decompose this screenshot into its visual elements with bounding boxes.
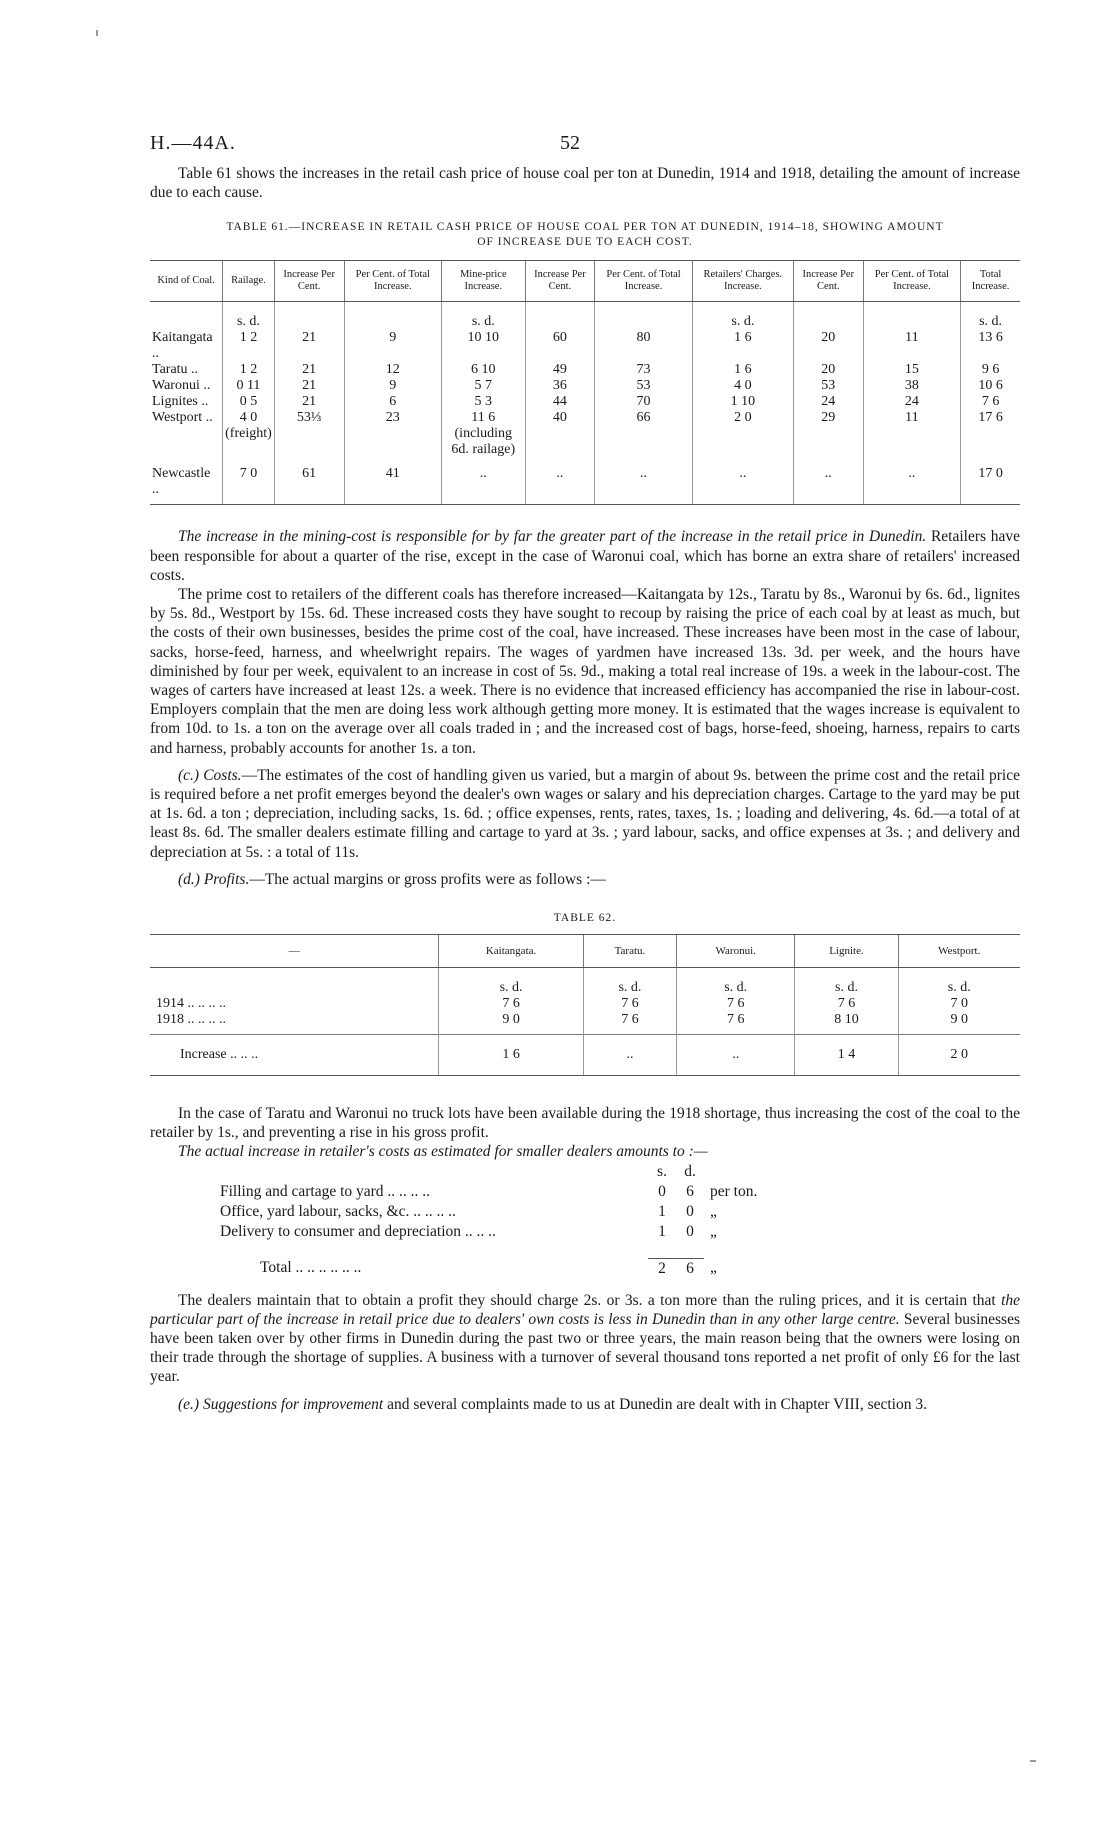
table61-cell: 9 bbox=[344, 378, 442, 394]
table-row bbox=[150, 1012, 1020, 1035]
table61-unit-cell bbox=[525, 302, 595, 331]
table61-cell: 17 6 bbox=[961, 410, 1020, 426]
table61-cell: 36 bbox=[525, 378, 595, 394]
table61-cell: 80 bbox=[595, 330, 693, 362]
table-61 bbox=[150, 260, 1020, 505]
table62-header-cell: Kaitangata. bbox=[439, 935, 584, 968]
cost-item-label: Filling and cartage to yard .. .. .. .. bbox=[220, 1182, 431, 1200]
table61-unit-cell: s. d. bbox=[692, 302, 793, 331]
table-row bbox=[150, 458, 1020, 505]
table62-cell: Increase .. .. .. bbox=[150, 1035, 439, 1076]
table61-cell: 9 6 bbox=[961, 362, 1020, 378]
table61-cell: 0 11 bbox=[223, 378, 275, 394]
table61-cell bbox=[595, 442, 693, 458]
table62-header-cell: Waronui. bbox=[677, 935, 795, 968]
table61-cell: 7 0 bbox=[223, 458, 275, 505]
table61-cell: 7 6 bbox=[961, 394, 1020, 410]
table61-cell: 11 6 bbox=[442, 410, 525, 426]
table61-cell: .. bbox=[692, 458, 793, 505]
table61-cell: 11 bbox=[863, 410, 961, 426]
table61-cell: 61 bbox=[274, 458, 344, 505]
table61-cell bbox=[274, 442, 344, 458]
table61-cell: 6d. railage) bbox=[442, 442, 525, 458]
table61-header-cell: Increase Per Cent. bbox=[793, 261, 863, 302]
table61-cell: 24 bbox=[793, 394, 863, 410]
table61-header-cell: Increase Per Cent. bbox=[274, 261, 344, 302]
table61-cell: 6 bbox=[344, 394, 442, 410]
table61-cell bbox=[150, 442, 223, 458]
table61-cell: 66 bbox=[595, 410, 693, 426]
cost-item-pence: 0 bbox=[686, 1202, 694, 1220]
table-row bbox=[150, 410, 1020, 426]
document-code: H.—44A. bbox=[150, 132, 236, 154]
table61-cell: 60 bbox=[525, 330, 595, 362]
dealers-paragraph: The dealers maintain that to obtain a profit they should charge 2s. or 3s. a ton more than the ruling prices, and it is certain that the particular part of the increase in retail price due to dealers' own costs is less in Dunedin than in any other large centre. Several businesses have been taken over by other firms in Dunedin during the past two or three years, the main reason being that the owners were losing on their trade through the shortage of supplies. A business with a turnover of several thousand tons reported a net profit of only £6 for the last year. bbox=[150, 1291, 1021, 1386]
cost-item-shillings: 1 bbox=[658, 1222, 666, 1240]
cost-list-total: Total .. .. .. .. .. .. 2 6 „ bbox=[260, 1258, 717, 1277]
table61-cell bbox=[344, 442, 442, 458]
table61-cell: 5 7 bbox=[442, 378, 525, 394]
table-row bbox=[150, 330, 1020, 362]
table61-cell: Newcastle .. bbox=[150, 458, 223, 505]
table61-unit-cell bbox=[274, 302, 344, 331]
table61-cell: 4 0 bbox=[692, 378, 793, 394]
table62-cell: 1 4 bbox=[795, 1035, 898, 1076]
table61-cell: 53 bbox=[595, 378, 693, 394]
table62-cell: 1 6 bbox=[439, 1035, 584, 1076]
table62-header-row bbox=[150, 935, 1020, 968]
table61-cell: 21 bbox=[274, 378, 344, 394]
table61-cell bbox=[692, 426, 793, 442]
table61-cell bbox=[595, 426, 693, 442]
table61-cell: 70 bbox=[595, 394, 693, 410]
page-number: 52 bbox=[560, 132, 580, 154]
page-header bbox=[150, 120, 1020, 160]
table61-cell: 4 0 bbox=[223, 410, 275, 426]
table61-header-cell: Total Increase. bbox=[961, 261, 1020, 302]
suggestions-label: (e.) Suggestions for improvement bbox=[178, 1395, 384, 1413]
table61-cell: 1 2 bbox=[223, 330, 275, 362]
table62-header-cell: Taratu. bbox=[583, 935, 676, 968]
table61-cell bbox=[863, 426, 961, 442]
costs-label: (c.) Costs. bbox=[178, 766, 242, 784]
table61-header-cell: Increase Per Cent. bbox=[525, 261, 595, 302]
table61-cell: 10 6 bbox=[961, 378, 1020, 394]
table61-cell: 24 bbox=[863, 394, 961, 410]
dealers-emphasis: the particular part of the increase in retail price due to dealers' own costs is less in Dunedin than in any other large centre. bbox=[150, 1291, 1021, 1328]
table61-cell bbox=[525, 426, 595, 442]
taratu-paragraph: In the case of Taratu and Waronui no truck lots have been available during the 1918 shortage, thus increasing the cost of the coal to the retailer by 1s., and preventing a rise in his gross profit. bbox=[150, 1105, 1020, 1142]
table61-unit-cell bbox=[595, 302, 693, 331]
table62-cell: 1914 .. .. .. .. bbox=[156, 996, 226, 1012]
table61-cell: 21 bbox=[274, 362, 344, 378]
cost-item-shillings: 1 bbox=[658, 1202, 666, 1220]
table-row bbox=[150, 362, 1020, 378]
mining-cost-emphasis: The increase in the mining-cost is responsible for by far the greater part of the increase in the retail price in Dunedin. bbox=[178, 528, 927, 546]
scan-speck bbox=[1030, 1760, 1036, 1762]
table61-unit-cell bbox=[793, 302, 863, 331]
table62-unit-cell: s. d. bbox=[439, 968, 584, 997]
cost-item-unit: per ton. bbox=[710, 1182, 758, 1200]
table62-cell: 7 6 bbox=[583, 996, 676, 1012]
table61-cell bbox=[793, 442, 863, 458]
scan-speck bbox=[96, 30, 98, 36]
table61-cell: .. bbox=[595, 458, 693, 505]
table61-unit-cell: s. d. bbox=[223, 302, 275, 331]
table62-unit-cell bbox=[150, 968, 439, 997]
table61-cell: 2 0 bbox=[692, 410, 793, 426]
table61-cell: 40 bbox=[525, 410, 595, 426]
table61-cell bbox=[793, 426, 863, 442]
table62-cell: 2 0 bbox=[898, 1035, 1020, 1076]
table61-cell bbox=[150, 426, 223, 442]
table61-unit-cell: s. d. bbox=[442, 302, 525, 331]
table61-cell: 29 bbox=[793, 410, 863, 426]
table62-cell: 7 6 bbox=[677, 996, 795, 1012]
table61-header-cell: Railage. bbox=[223, 261, 275, 302]
table61-cell: 20 bbox=[793, 330, 863, 362]
table62-header-cell: Lignite. bbox=[795, 935, 898, 968]
table62-increase-row bbox=[150, 1035, 1020, 1076]
list-item bbox=[220, 1222, 780, 1242]
table62-header-cell: Westport. bbox=[898, 935, 1020, 968]
table61-cell: 9 bbox=[344, 330, 442, 362]
table-row bbox=[150, 996, 1020, 1012]
table62-caption: TABLE 62. bbox=[553, 912, 617, 925]
table61-unit-cell bbox=[150, 302, 223, 331]
table61-caption: TABLE 61.—INCREASE IN RETAIL CASH PRICE OF HOUSE COAL PER TON AT DUNEDIN, 1914–18, SHOWING AMOUNT OF INCREASE DUE TO EACH COST. bbox=[226, 221, 944, 249]
table61-cell: 38 bbox=[863, 378, 961, 394]
table61-cell: (freight) bbox=[223, 426, 275, 442]
costs-paragraph: (c.) Costs.—The estimates of the cost of handling given us varied, but a margin of about 9s. between the prime cost and the retail price is required before a net profit emerges beyond the dealer's own wages or salary and his depreciation charges. Cartage to the yard may be put at 1s. 6d. a ton ; depreciation, including sacks, 1s. 6d. ; office expenses, rents, rates, taxes, 1s. ; loading and delivering, 4s. 6d.—a total of at least 8s. 6d. The smaller dealers estimate filling and cartage to yard at 3s. ; yard labour, sacks, and office expenses at 3s. ; and delivery and depreciation at 5s. : a total of 11s. bbox=[150, 766, 1020, 861]
table61-cell: 1 6 bbox=[692, 362, 793, 378]
table61-cell bbox=[223, 442, 275, 458]
table-row bbox=[150, 442, 1020, 458]
cost-item-pence: 6 bbox=[686, 1182, 694, 1200]
table61-cell: Taratu .. bbox=[152, 362, 199, 378]
cost-item-unit: „ bbox=[710, 1222, 717, 1240]
table61-cell bbox=[692, 442, 793, 458]
table61-cell bbox=[961, 442, 1020, 458]
table61-cell: 1 6 bbox=[692, 330, 793, 362]
table61-cell bbox=[344, 426, 442, 442]
table61-cell: 10 10 bbox=[442, 330, 525, 362]
table61-cell: Waronui .. bbox=[152, 378, 211, 394]
table61-cell: 1 10 bbox=[692, 394, 793, 410]
list-item bbox=[220, 1182, 780, 1202]
cost-item-pence: 0 bbox=[686, 1222, 694, 1240]
list-item bbox=[220, 1202, 780, 1222]
table-row bbox=[150, 394, 1020, 410]
table61-cell: 21 bbox=[274, 330, 344, 362]
table61-cell: .. bbox=[442, 458, 525, 505]
table61-cell bbox=[274, 426, 344, 442]
table62-unit-cell: s. d. bbox=[583, 968, 676, 997]
table62-cell: 7 0 bbox=[898, 996, 1020, 1012]
table61-unit-cell bbox=[863, 302, 961, 331]
table62-cell: 9 0 bbox=[898, 1012, 1020, 1035]
prime-cost-paragraph: The prime cost to retailers of the different coals has therefore increased—Kaitangata by 12s., Taratu by 8s., Waronui by 6s. 6d., lignites by 5s. 8d., Westport by 15s. 6d. These increased costs they have sought to recoup by raising the price of each coal by at least as much, but the costs of their own businesses, besides the prime cost of the coal, have increased. These increases have been most in the case of labour, sacks, horse-feed, harness, and wheelwright repairs. The wages of yardmen have increased 13s. 3d. per week, and the hours have diminished by four per week, equivalent to an increase in cost of 5s. 9d., making a total real increase of 19s. a week in the labour-cost. The wages of carters have increased at least 12s. a week. There is no evidence that increased efficiency has accompanied the rise in labour-cost. Employers complain that the men are doing less work although getting more money. It is estimated that the wages increase is equivalent to from 10d. to 1s. a ton on the average over all coals traded in ; and the increased cost of bags, horse-feed, shoeing, harness, repairs to carts and harness, probably accounts for another 1s. a ton. bbox=[150, 586, 1020, 757]
table61-cell: 0 5 bbox=[223, 394, 275, 410]
table61-cell: Kaitangata .. bbox=[152, 330, 213, 362]
table61-unit-cell: s. d. bbox=[961, 302, 1020, 331]
table61-unit-cell bbox=[344, 302, 442, 331]
table62-cell: .. bbox=[677, 1035, 795, 1076]
table61-cell: .. bbox=[863, 458, 961, 505]
table61-cell: 1 2 bbox=[223, 362, 275, 378]
table61-header-cell: Kind of Coal. bbox=[150, 261, 223, 302]
cost-item-label: Delivery to consumer and depreciation .. .. .. bbox=[220, 1222, 496, 1240]
cost-list bbox=[220, 1162, 780, 1279]
table62-unit-cell: s. d. bbox=[898, 968, 1020, 997]
table61-header-cell: Per Cent. of Total Increase. bbox=[344, 261, 442, 302]
mining-cost-paragraph: The increase in the mining-cost is responsible for by far the greater part of the increase in the retail price in Dunedin. Retailers have been responsible for about a quarter of the rise, except in the case of Waronui coal, which has borne an extra share of retailers' increased costs. bbox=[150, 528, 1021, 584]
table61-cell: 23 bbox=[344, 410, 442, 426]
table-row bbox=[150, 426, 1020, 442]
table62-cell: 7 6 bbox=[677, 1012, 795, 1035]
table62-cell: .. bbox=[583, 1035, 676, 1076]
table61-cell: 53⅓ bbox=[274, 410, 344, 426]
table61-header-row bbox=[150, 261, 1020, 302]
document-page bbox=[150, 120, 1020, 1414]
table62-units-row bbox=[150, 968, 1020, 997]
intro-paragraph: Table 61 shows the increases in the retail cash price of house coal per ton at Dunedin, 1914 and 1918, detailing the amount of increase due to each cause. bbox=[150, 165, 1020, 202]
table61-cell: 11 bbox=[863, 330, 961, 362]
table61-cell: 5 3 bbox=[442, 394, 525, 410]
table61-cell: 53 bbox=[793, 378, 863, 394]
table61-header-cell: Per Cent. of Total Increase. bbox=[595, 261, 693, 302]
table61-cell bbox=[863, 442, 961, 458]
table62-header-cell: — bbox=[150, 935, 439, 968]
table61-header-cell: Mine-price Increase. bbox=[442, 261, 525, 302]
cost-item-unit: „ bbox=[710, 1202, 717, 1220]
table61-cell: 20 bbox=[793, 362, 863, 378]
table61-cell: .. bbox=[525, 458, 595, 505]
table61-units-row bbox=[150, 302, 1020, 331]
table61-cell bbox=[525, 442, 595, 458]
table61-cell: 41 bbox=[344, 458, 442, 505]
table61-cell: (including bbox=[442, 426, 525, 442]
table61-cell: 44 bbox=[525, 394, 595, 410]
table61-cell: Lignites .. bbox=[152, 394, 209, 410]
table62-cell: 7 6 bbox=[795, 996, 898, 1012]
table61-cell: 21 bbox=[274, 394, 344, 410]
table62-cell: 1918 .. .. .. .. bbox=[156, 1012, 226, 1028]
table62-unit-cell: s. d. bbox=[677, 968, 795, 997]
profits-paragraph: (d.) Profits.—The actual margins or gross profits were as follows :— bbox=[178, 870, 606, 888]
table62-cell: 8 10 bbox=[795, 1012, 898, 1035]
table61-cell: 15 bbox=[863, 362, 961, 378]
table61-cell: 17 0 bbox=[961, 458, 1020, 505]
table61-cell bbox=[961, 426, 1020, 442]
table-row bbox=[150, 378, 1020, 394]
cost-item-shillings: 0 bbox=[658, 1182, 666, 1200]
table62-unit-cell: s. d. bbox=[795, 968, 898, 997]
table62-cell: 7 6 bbox=[583, 1012, 676, 1035]
profits-label: (d.) Profits. bbox=[178, 870, 250, 888]
table61-cell: 73 bbox=[595, 362, 693, 378]
table-62 bbox=[150, 934, 1020, 1076]
table61-cell: 49 bbox=[525, 362, 595, 378]
table61-cell: 12 bbox=[344, 362, 442, 378]
table61-cell: .. bbox=[793, 458, 863, 505]
table61-header-cell: Per Cent. of Total Increase. bbox=[863, 261, 961, 302]
table61-cell: 6 10 bbox=[442, 362, 525, 378]
cost-list-units: s. d. bbox=[657, 1162, 696, 1180]
table61-cell: Westport .. bbox=[152, 410, 213, 426]
table62-cell: 9 0 bbox=[439, 1012, 584, 1035]
table61-header-cell: Retailers' Charges. Increase. bbox=[692, 261, 793, 302]
table62-cell: 7 6 bbox=[439, 996, 584, 1012]
table61-cell: 13 6 bbox=[961, 330, 1020, 362]
actual-increase-line: The actual increase in retailer's costs as estimated for smaller dealers amounts to :— bbox=[178, 1143, 708, 1161]
suggestions-paragraph: (e.) Suggestions for improvement and several complaints made to us at Dunedin are dealt with in Chapter VIII, section 3. bbox=[178, 1395, 927, 1413]
cost-item-label: Office, yard labour, sacks, &c. .. .. .. .. bbox=[220, 1202, 456, 1220]
